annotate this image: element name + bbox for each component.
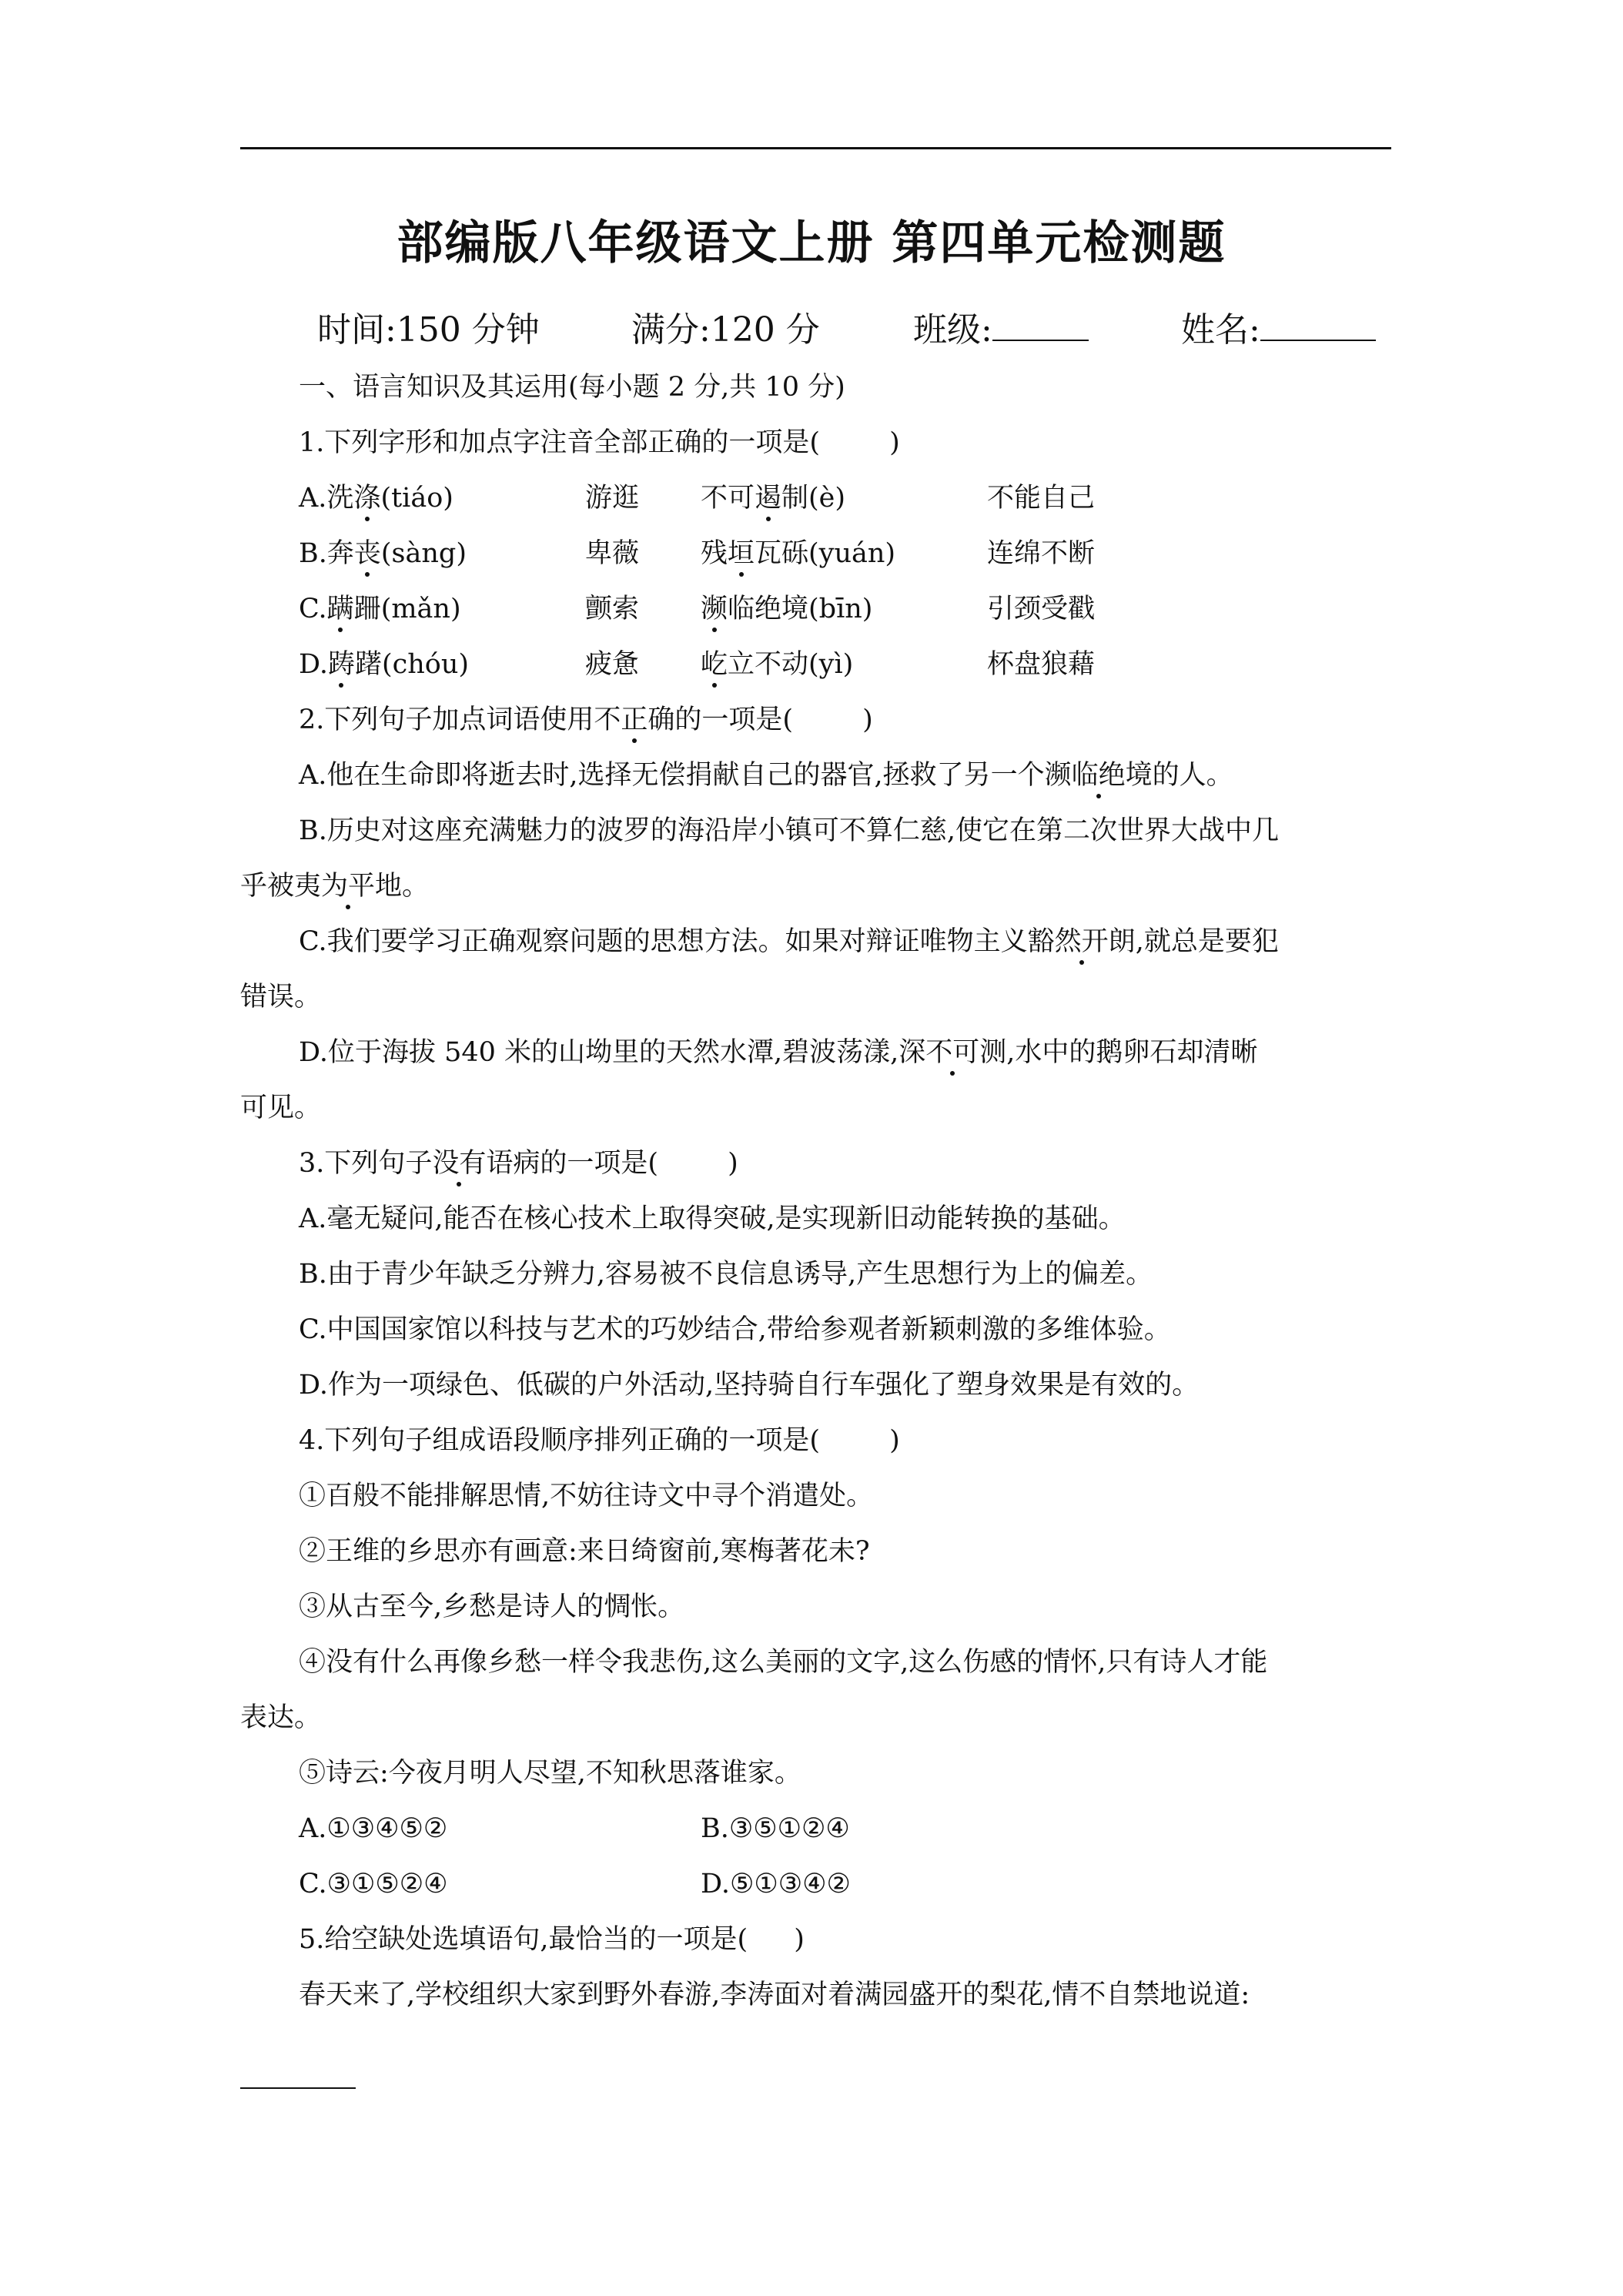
section-heading: 一、语言知识及其运用(每小题 2 分,共 10 分) xyxy=(299,372,845,403)
q5-paragraph: 春天来了,学校组织大家到野外春游,李涛面对着满园盛开的梨花,情不自禁地说道: xyxy=(299,1980,1250,2010)
name-label: 姓名: xyxy=(1181,310,1260,350)
q1-d-c1: D.踌躇(chóu) xyxy=(299,649,470,680)
q3-option-b: B.由于青少年缺乏分辨力,容易被不良信息诱导,产生思想行为上的偏差。 xyxy=(299,1259,1153,1290)
q4-option-a: A.①③④⑤② xyxy=(299,1813,448,1844)
q2-option-b-line2: 乎被夷为平地。 xyxy=(240,871,430,902)
q1-b-c4: 连绵不断 xyxy=(987,538,1096,569)
q2-stem: 2.下列句子加点词语使用不正确的一项是( ) xyxy=(299,705,873,735)
q1-stem: 1.下列字形和加点字注音全部正确的一项是( ) xyxy=(299,427,900,458)
q4-sentence-2: ②王维的乡思亦有画意:来日绮窗前,寒梅著花未? xyxy=(299,1536,870,1567)
q1-a-c1: A.洗涤(tiáo) xyxy=(299,483,453,514)
q1-d-c2: 疲惫 xyxy=(585,649,640,680)
q1-a-c2: 游逛 xyxy=(585,483,640,514)
q4-sentence-1: ①百般不能排解思情,不妨往诗文中寻个消遣处。 xyxy=(299,1481,874,1511)
q4-option-c: C.③①⑤②④ xyxy=(299,1869,448,1899)
time-info: 时间:150 分钟 xyxy=(317,310,540,350)
q1-c-c4: 引颈受戳 xyxy=(987,594,1096,624)
page-title: 部编版八年级语文上册 第四单元检测题 xyxy=(397,216,1226,270)
q2-option-c-line1: C.我们要学习正确观察问题的思想方法。如果对辩证唯物主义豁然开朗,就总是要犯 xyxy=(299,926,1279,957)
q5-stem: 5.给空缺处选填语句,最恰当的一项是( ) xyxy=(299,1924,805,1955)
q4-sentence-4-line1: ④没有什么再像乡愁一样令我悲伤,这么美丽的文字,这么伤感的情怀,只有诗人才能 xyxy=(299,1647,1268,1678)
q4-stem: 4.下列句子组成语段顺序排列正确的一项是( ) xyxy=(299,1425,900,1456)
q2-option-d-line1: D.位于海拔 540 米的山坳里的天然水潭,碧波荡漾,深不可测,水中的鹅卵石却清晰 xyxy=(299,1037,1258,1068)
q1-a-c4: 不能自己 xyxy=(987,483,1096,514)
q1-d-c3: 屹立不动(yì) xyxy=(701,649,854,680)
q3-option-a: A.毫无疑问,能否在核心技术上取得突破,是实现新旧动能转换的基础。 xyxy=(299,1203,1126,1234)
q4-option-b: B.③⑤①②④ xyxy=(701,1813,850,1844)
q2-option-c-line2: 错误。 xyxy=(240,982,322,1012)
q4-sentence-3: ③从古至今,乡愁是诗人的惆怅。 xyxy=(299,1591,685,1622)
class-blank xyxy=(992,309,1089,341)
q1-b-c2: 卑薇 xyxy=(585,538,640,569)
q2-option-b-line1: B.历史对这座充满魅力的波罗的海沿岸小镇可不算仁慈,使它在第二次世界大战中几 xyxy=(299,815,1279,846)
q1-a-c3: 不可遏制(è) xyxy=(701,483,846,514)
q1-c-c2: 颤索 xyxy=(585,594,640,624)
q1-c-c3: 濒临绝境(bīn) xyxy=(701,594,873,624)
header-rule xyxy=(240,147,1391,149)
q3-stem: 3.下列句子没有语病的一项是( ) xyxy=(299,1148,738,1179)
q1-d-c4: 杯盘狼藉 xyxy=(987,649,1096,680)
name-blank xyxy=(1260,309,1376,341)
q1-b-c1: B.奔丧(sàng) xyxy=(299,538,467,569)
q2-option-a: A.他在生命即将逝去时,选择无偿捐献自己的器官,拯救了另一个濒临绝境的人。 xyxy=(299,760,1233,791)
class-field xyxy=(913,302,1089,351)
q1-c-c1: C.蹒跚(mǎn) xyxy=(299,594,461,624)
q4-sentence-5: ⑤诗云:今夜月明人尽望,不知秋思落谁家。 xyxy=(299,1758,801,1789)
score-info: 满分:120 分 xyxy=(631,310,820,350)
class-label: 班级: xyxy=(913,310,992,350)
q1-b-c3: 残垣瓦砾(yuán) xyxy=(701,538,896,569)
q2-option-d-line2: 可见。 xyxy=(240,1093,322,1123)
q4-sentence-4-line2: 表达。 xyxy=(240,1702,322,1733)
q3-option-d: D.作为一项绿色、低碳的户外活动,坚持骑自行车强化了塑身效果是有效的。 xyxy=(299,1370,1200,1401)
footer-rule xyxy=(240,2087,356,2089)
name-field xyxy=(1181,302,1376,351)
q3-option-c: C.中国国家馆以科技与艺术的巧妙结合,带给参观者新颖刺激的多维体验。 xyxy=(299,1314,1171,1345)
q4-option-d: D.⑤①③④② xyxy=(701,1869,851,1899)
